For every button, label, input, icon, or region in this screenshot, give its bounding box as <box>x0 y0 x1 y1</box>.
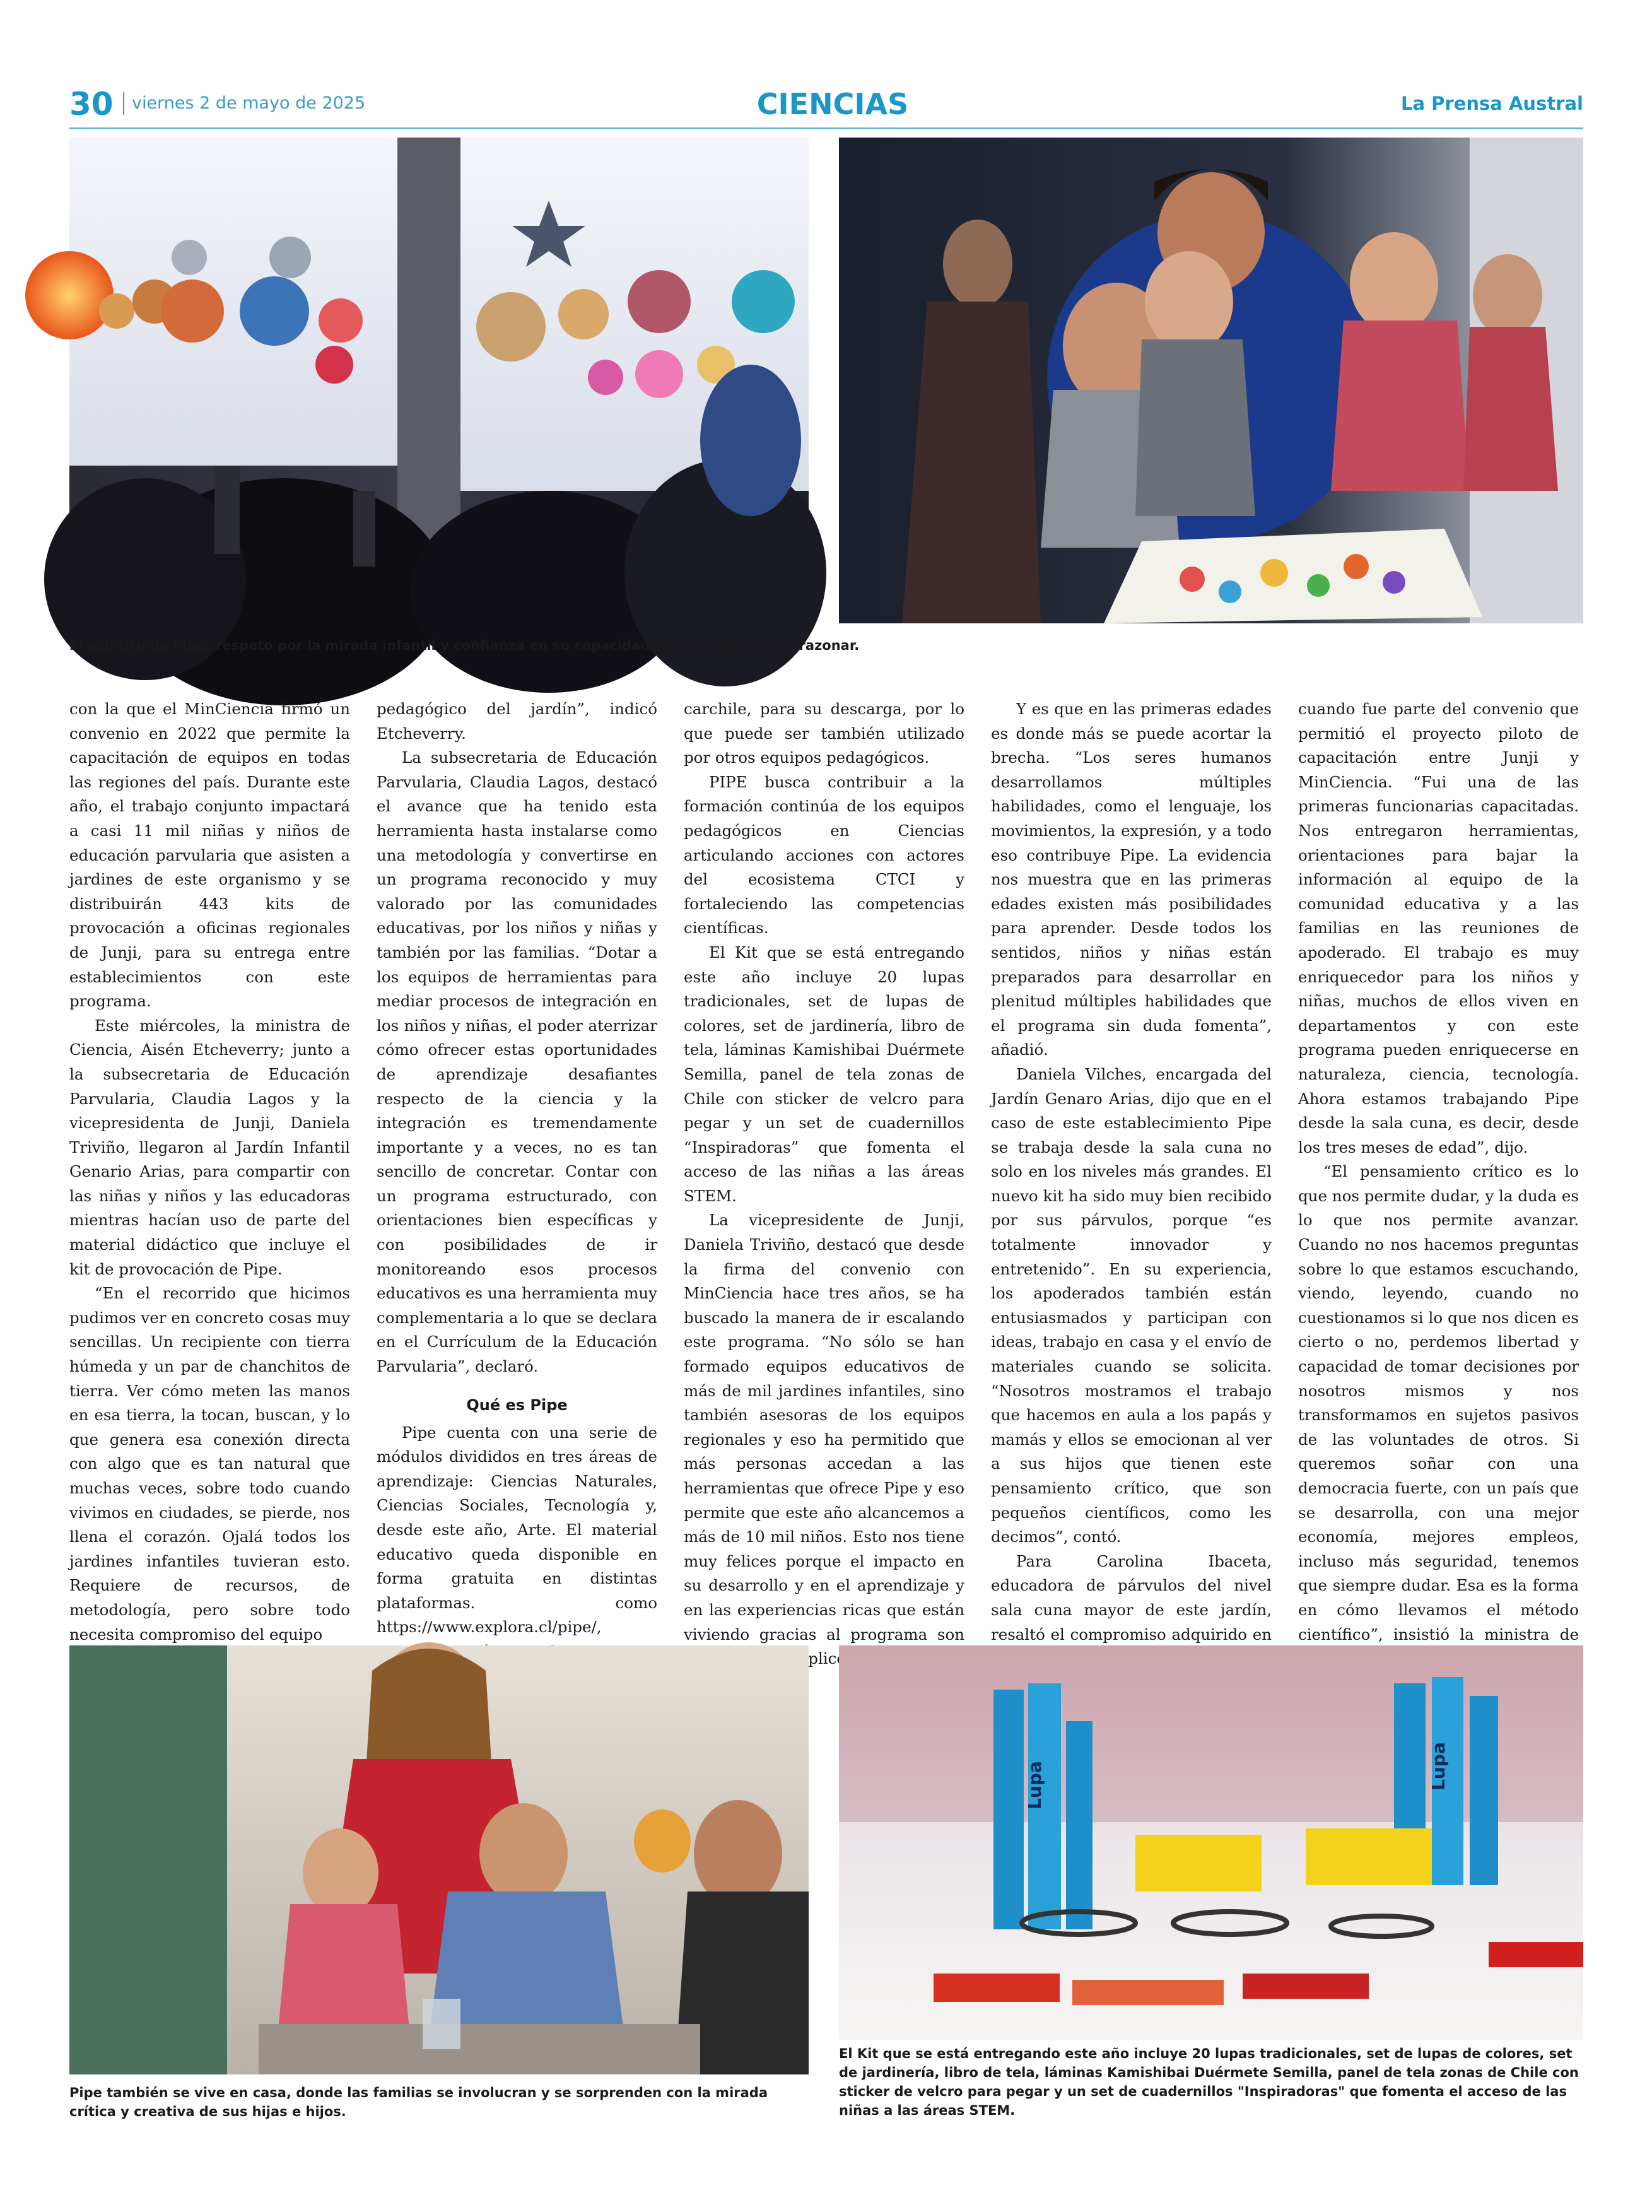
article-paragraph: con la que el MinCiencia firmó un convenio en 2022 que permite la capacitación de equipos en todas las regiones del país. Durante este año, el trabajo conjunto impactará a casi 11 mil niñas y niños de educación parvularia que asisten a jardines de este organismo y se distribuirán 443 kits de provocación a oficinas regionales de Junji, para su entrega entre establecimientos con este programa. <box>69 700 350 1011</box>
photo-family-children <box>69 1645 809 2074</box>
article-column-3 <box>684 697 964 1668</box>
article-paragraph: El Kit que se está entregando este año incluye 20 lupas tradicionales, set de lupas de colores, set de jardinería, libro de tela, láminas Kamishibai Duérmete Semilla, panel de tela zonas de Chile con sticker de velcro para pegar y un set de cuadernillos “Inspiradoras” que fomenta el acceso de las niñas a las áreas STEM. <box>684 943 964 1205</box>
photo-educator-children <box>839 138 1583 623</box>
caption-top: El espíritu de Pipe: respeto por la mirada infantil y confianza en su capacidad para asombrarse y razonar. <box>69 638 860 653</box>
article-paragraph: La vicepresidente de Junji, Daniela Triviño, destacó que desde la firma del convenio con MinCiencia hace tres años, se ha buscado la manera de ir escalando este programa. “No sólo se han formado equipos educativos de más de mil jardines infantiles, sino también asesoras de los equipos regionales y eso ha permitido que más personas accedan a las herramientas que ofrece Pipe y eso permite que este año alcancemos a más de 10 mil niños. Esto nos tiene muy felices porque el impacto en su desarrollo y en el aprendizaje y en las experiencias ricas que están viviendo gracias al programa son explicó. <box>684 1211 964 1668</box>
caption-bottom-left: Pipe también se vive en casa, donde las familias se involucran y se sorprenden con la mirada crítica y creativa de sus hijas e hijos. <box>69 2085 768 2119</box>
section-title: CIENCIAS <box>756 87 909 121</box>
article-column-4 <box>991 697 1272 1644</box>
article-paragraph: carchile, para su descarga, por lo que puede ser también utilizado por otros equipos pedagógicos. <box>684 700 964 767</box>
family-photo-image <box>69 1645 809 2074</box>
kit-photo-image <box>839 1645 1583 2040</box>
photo-planets-lightbox <box>69 138 809 623</box>
article-paragraph: PIPE busca contribuir a la formación continúa de los equipos pedagógicos en Ciencias articulando acciones con actores del ecosistema CTCI y fortaleciendo las competencias científicas. <box>684 772 964 938</box>
article-paragraph: cuando fue parte del convenio que permitió el proyecto piloto de capacitación entre Junji y MinCiencia. “Fui una de las primeras funcionarias capacitadas. Nos entregaron herramientas, orientaciones para bajar la información al equipo de la comunidad educativa y a las familias en las reuniones de apoderado. El trabajo es muy enriquecedor para los niños y niñas, muchos de ellos viven en departamentos y con este programa pueden enriquecerse en naturaleza, ciencia, tecnología. Ahora estamos trabajando Pipe desde la sala cuna, es decir, desde los tres meses de edad”, dijo. <box>1298 700 1579 1156</box>
caption-bottom-right: El Kit que se está entregando este año incluye 20 lupas tradicionales, set de lupas de colores, set de jardinería, libro de tela, láminas Kamishibai Duérmete Semilla, panel de tela zonas de Chile con sticker de velcro para pegar y un set de cuadernillos "Inspiradoras" que fomenta el acceso de las niñas a las áreas STEM. <box>839 2046 1579 2118</box>
article-paragraph: Daniela Vilches, encargada del Jardín Genaro Arias, dijo que en el caso de este establecimiento Pipe se trabaja desde la sala cuna no solo en los niveles más grandes. El nuevo kit ha sido muy bien recibido por sus párvulos, porque “es totalmente innovador y entretenido”. En su experiencia, los apoderados también están entusiasmados y participan con ideas, trabajo en casa y el envío de materiales cuando se solicita. “Nosotros mostramos el trabajo que hacemos en aula a los papás y mamás y ellos se emocionan al ver a sus hijos que tienen este pensamiento crítico, que son pequeños científicos, como les decimos”, contó. <box>991 1064 1272 1546</box>
header-divider <box>69 127 1583 129</box>
article-paragraph: Para Carolina Ibaceta, educadora de párvulos del nivel sala cuna mayor de este jardín, resaltó el compromiso adquirido en <box>991 1551 1272 1644</box>
article-subheading: Qué es Pipe <box>466 1396 568 1414</box>
newspaper-masthead: La Prensa Austral <box>1401 93 1583 114</box>
article-paragraph: “El pensamiento crítico es lo que nos permite dudar, y la duda es lo que nos permite avanzar. Cuando no nos hacemos preguntas sobre lo que estamos escuchando, viendo, leyendo, cuando no cuestionamos si lo que nos dicen es cierto o no, perdemos libertad y capacidad de tomar decisiones por nosotros mismos y nos transformamos en sujetos pasivos de las voluntades de otros. Si queremos soñar con una democracia fuerte, con un país que se desarrolla, con una mejor economía, mejores empleos, incluso más seguridad, tenemos que siempre dudar. Esa es la forma en cómo llevamos el método científico”, insistió la ministra de <box>1298 1162 1579 1644</box>
photo-kit-lupas <box>839 1645 1583 2040</box>
article-paragraph: Pipe cuenta con una serie de módulos divididos en tres áreas de aprendizaje: Ciencias Naturales, Ciencias Sociales, Tecnología y, desde este año, Arte. El material educativo queda disponible en forma gratuita en distintas plataformas. como https://www.explora.cl/pipe/, <box>377 1423 657 1637</box>
article-column-5 <box>1298 697 1579 1644</box>
page-date: viernes 2 de mayo de 2025 <box>123 92 365 115</box>
planets-photo-image <box>69 138 809 623</box>
article-column-1 <box>69 697 350 1644</box>
article-paragraph: Este miércoles, la ministra de Ciencia, Aisén Etcheverry; junto a la subsecretaria de Educación Parvularia, Claudia Lagos y la vicepresidenta de Junji, Daniela Triviño, llegaron al Jardín Infantil Genario Arias, para compartir con las niñas y niños y las educadoras mientras hacían uso de parte del material didáctico que incluye el kit de provocación de Pipe. <box>69 1016 350 1278</box>
article-column-2 <box>377 697 657 1637</box>
page-header <box>69 82 1583 126</box>
article-paragraph: “En el recorrido que hicimos pudimos ver en concreto cosas muy sencillas. Un recipiente con tierra húmeda y un par de chanchitos de tierra. Ver cómo meten las manos en esa tierra, la tocan, buscan, y lo que genera esa conexión directa con algo que es tan natural que muchas veces, sobre todo cuando vivimos en ciudades, se pierde, nos llena el corazón. Ojalá todos los jardines infantiles tuvieran esto. Requiere de recursos, de metodología, pero sobre todo necesita compromiso del equipo <box>69 1284 350 1644</box>
lupa-box-label: Lupa <box>1428 1742 1449 1791</box>
lupa-box-label: Lupa <box>1024 1761 1045 1809</box>
article-paragraph: pedagógico del jardín”, indicó Etcheverry. <box>377 700 657 743</box>
article-paragraph: La subsecretaria de Educación Parvularia, Claudia Lagos, destacó el avance que ha tenido esta herramienta hasta instalarse como una metodología y convertirse en un programa reconocido y muy valorado por las comunidades educativas, por los niños y niñas y también por las familias. “Dotar a los equipos de herramientas para mediar procesos de integración en los niños y niñas, el poder aterrizar cómo ofrecer estas oportunidades de aprendizaje desafiantes respecto de la ciencia y la integración es tremendamente importante y a veces, no es tan sencillo de concretar. Contar con un programa estructurado, con orientaciones bien específicas y con posibilidades de ir monitoreando esos procesos educativos es una herramienta muy complementaria a lo que se declara en el Currículum de la Educación Parvularia”, declaró. <box>377 748 657 1376</box>
article-paragraph: Y es que en las primeras edades es donde más se puede acortar la brecha. “Los seres humanos desarrollamos múltiples habilidades, como el lenguaje, los movimientos, la expresión, y a todo eso contribuye Pipe. La evidencia nos muestra que en las primeras edades existen más posibilidades para aprender. Desde todos los sentidos, niños y niñas están preparados para desarrollar en plenitud múltiples habilidades que el programa sin duda fomenta”, añadió. <box>991 700 1272 1059</box>
page-number: 30 <box>69 86 114 122</box>
educator-photo-image <box>839 138 1583 623</box>
